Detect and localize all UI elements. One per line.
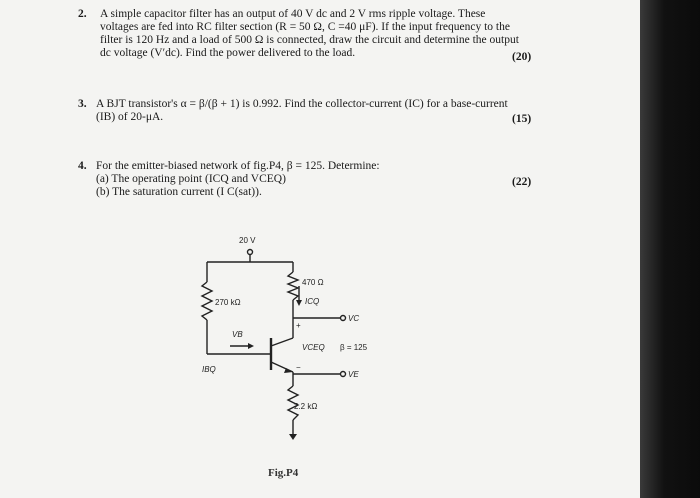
marks: (22) — [512, 176, 532, 188]
vb-label: VB — [232, 330, 243, 339]
ic-label: ICQ — [305, 297, 320, 306]
rc-label: 470 Ω — [302, 278, 324, 287]
question-line: voltages are fed into RC filter section (R = 50 Ω, C =40 μF). If the input frequency to the — [100, 21, 510, 33]
minus-sign: − — [296, 363, 301, 372]
re-label: 2.2 kΩ — [294, 402, 318, 411]
marks: (15) — [512, 113, 532, 125]
supply-terminal — [248, 250, 253, 255]
question-number: 3. — [78, 98, 87, 110]
question-line: dc voltage (V′dc). Find the power delivered to the load. — [100, 47, 356, 59]
question-line: (a) The operating point (ICQ and VCEQ) — [96, 173, 286, 185]
ve-label: VE — [348, 370, 359, 379]
question-line: A simple capacitor filter has an output of 40 V dc and 2 V rms ripple voltage. These — [100, 8, 486, 20]
supply-label: 20 V — [239, 236, 256, 245]
question-line: filter is 120 Hz and a load of 500 Ω is connected, draw the circuit and determine the output — [100, 34, 519, 46]
vce-label: VCEQ — [302, 343, 325, 352]
ib-label: IBQ — [202, 365, 216, 374]
figure-caption: Fig.P4 — [268, 467, 299, 479]
rb-label: 270 kΩ — [215, 298, 241, 307]
plus-sign: + — [296, 321, 301, 330]
question-line: A BJT transistor's α = β/(β + 1) is 0.992. Find the collector-current (IC) for a base-current — [96, 98, 508, 110]
question-line: For the emitter-biased network of fig.P4, β = 125. Determine: — [96, 160, 380, 172]
rb-resistor — [202, 282, 212, 320]
vc-label: VC — [348, 314, 360, 323]
question-number: 4. — [78, 160, 87, 172]
beta-label: β = 125 — [340, 343, 368, 352]
question-line: (IB) of 20-μA. — [96, 111, 164, 123]
rc-resistor — [288, 272, 298, 300]
question-line: (b) The saturation current (I C(sat)). — [96, 186, 262, 198]
question-number: 2. — [78, 8, 87, 20]
marks: (20) — [512, 51, 532, 63]
